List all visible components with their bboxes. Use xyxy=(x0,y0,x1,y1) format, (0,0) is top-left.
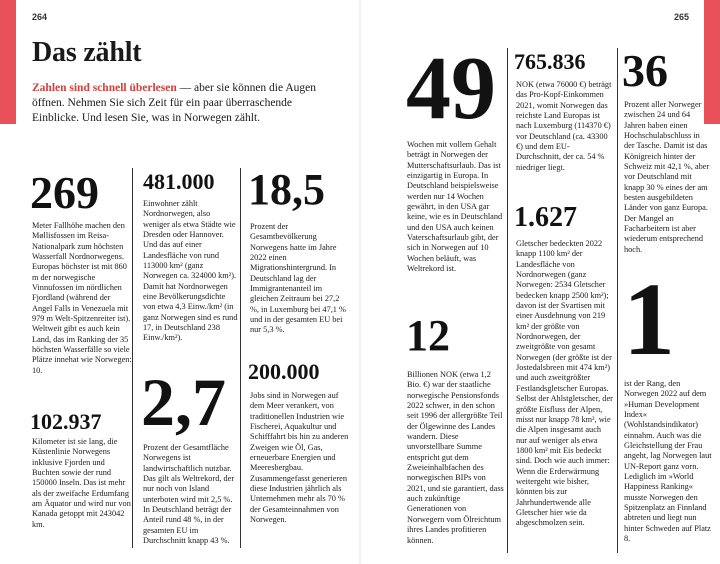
fact-number: 269 xyxy=(30,167,99,218)
fact-number: 481.000 xyxy=(143,169,215,194)
fact-text: Jobs sind in Norwegen auf dem Meer verankert, von traditionellen Industrien wie Fischerei, Aquakultur und Schifffahrt bis hin zu anderen Zweigen wie Öl, Gas, erneuerbare Energien und Meeresbergbau. Zusammengefasst generieren diese Industrien jährlich als Unternehmen mehr als 70 % der Gesamteinnahmen von Norwegen. xyxy=(250,391,349,525)
fact-number: 765.836 xyxy=(514,49,586,74)
column-divider xyxy=(132,168,133,548)
fact-number: 200.000 xyxy=(248,359,320,384)
fact-number: 1.627 xyxy=(514,202,577,233)
fact-number: 18,5 xyxy=(248,165,325,214)
page-number-right: 265 xyxy=(674,12,690,22)
fact-text: NOK (etwa 76000 €) beträgt das Pro-Kopf-Einkommen 2021, womit Norwegen das reichste Land Europas ist nach Luxemburg (114370 €) vor Deutschland (ca. 43300 €) und dem EU-Durchschnitt, der ca. 54 % niedriger liegt. xyxy=(516,80,612,172)
fact-text: Prozent der Gesamtbevölkerung Norwegens hatte im Jahre 2022 einen Migrationshintergrund. In Deutschland lag der Immigrantenanteil im gleichen Zeitraum bei 27,2 %, in Luxemburg bei 47,1 % und in der gesamten EU bei nur 5,3 %. xyxy=(250,222,346,335)
column-divider xyxy=(617,48,618,553)
intro-highlight: Zahlen sind schnell überlesen xyxy=(32,82,177,94)
page-title: Das zählt xyxy=(32,37,142,68)
fact-text: Gletscher bedeckten 2022 knapp 1100 km² der Landesfläche von Nordnorwegen (ganz Norwegen: 2534 Gletscher bedecken knapp 2500 km²); davon ist der Svartisen mit einer Ausdehnung von 219 km² der größte von Nordnorwegen, der zweitgrößte von gesamt Norwegen (der größte ist der Jostedalsbreen mit 474 km²) und auch zweitgrößter Festlandsgletscher Europas. Selbst der Ahlstgletscher, der größte Eisfluss der Alpen, misst nur knapp 78 km², wie die Alpen insgesamt auch nur auf weniger als etwa 1800 km² mit Eis bedeckt sind. Doch wie auch immer: Wenn die Erderwärmung weitergeht wie bisher, könnten bis zur Jahrhundertwende alle Gletscher hier wie da abgeschmolzen sein. xyxy=(516,239,613,528)
fact-number: 36 xyxy=(622,45,668,96)
fact-text: Billionen NOK (etwa 1,2 Bio. €) war der staatliche norwegische Pensionsfonds 2022 schwer, in den schon seit 1996 der allergrößte Teil der Ölgewinne des Landes wandern. Diese unvorstellbare Summe entspricht gut dem Zweieinhalbfachen des norwegischen BIPs von 2021, und sie garantiert, dass auch zukünftige Generationen von Norwegern vom Ölreichtum ihres Landes profitieren können. xyxy=(407,370,504,545)
fact-text: Prozent aller Norweger zwischen 24 und 64 Jahren haben einen Hochschulabschluss in der Tasche. Damit ist das Königreich hinter der Schweiz mit 42,1 %, aber vor Deutschland mit knapp 30 % eines der am besten ausgebildeten Länder von ganz Europa. Der Mangel an Facharbeitern ist aber wiederum entsprechend hoch. xyxy=(624,100,710,254)
intro-paragraph xyxy=(32,81,322,126)
column-divider xyxy=(507,48,508,553)
fact-number: 2,7 xyxy=(141,364,226,440)
fact-text: Wochen mit vollem Gehalt beträgt in Norwegen der Mutterschaftsurlaub. Das ist einzigartig in Europa. In Deutschland beispielsweise werden nur 14 Wochen gewährt, in den USA gar keine, wie es in Deutschland und den USA auch keinen Vaterschaftsurlaub gibt, der sich in Norwegen auf 10 Wochen beläuft, was Weltrekord ist. xyxy=(407,140,503,274)
fact-number: 1 xyxy=(623,262,675,377)
fact-number: 12 xyxy=(406,311,450,360)
intro-text: — aber sie können die Augen öffnen. Nehmen Sie sich Zeit für ein paar überraschende Einblicke. Und lesen Sie, was in Norwegen zählt. xyxy=(32,82,316,124)
chapter-tab-marker xyxy=(0,0,16,124)
fact-text: Einwohner zählt Nordnorwegen, also weniger als etwa Städte wie Dresden oder Hannover. Und das auf einer Landesfläche von rund 113000 km² (ganz Norwegen ca. 324000 km²). Damit hat Nordnorwegen eine Bevölkerungsdichte von etwa 4,3 Einw./km² (in ganz Norwegen sind es rund 17, in Deutschland 238 Einw./km²). xyxy=(143,199,238,343)
fact-text: ist der Rang, den Norwegen 2022 auf dem »Human Development Index« (Wohlstandsindikator) einnahm. Auch was die Gleichstellung der Frau angeht, lag Norwegen laut UN-Report ganz vorn. Lediglich im »World Happiness Ranking« musste Norwegen den Spitzenplatz an Finnland abtreten und liegt nun hinter Schweden auf Platz 8. xyxy=(624,379,712,544)
page-number-left: 264 xyxy=(32,12,48,22)
fact-number: 49 xyxy=(406,39,496,138)
fact-text: Meter Fallhöhe machen den Møllisfossen im Reisa-Nationalpark zum höchsten Wasserfall Nordnorwegens. Europas höchster ist mit 860 m der norwegische Vinnufossen im nördlichen Fjordland (während der Angel Falls in Venezuela mit 979 m Welt-Spitzenreiter ist). Weltweit gibt es auch kein Land, das im Ranking der 35 höchsten Wasserfälle so viele Plätze innehat wie Norwegen: 10. xyxy=(32,221,132,375)
fact-text: Kilometer ist sie lang, die Küstenlinie Norwegens inklusive Fjorden und Buchten sowie der rund 150000 Inseln. Das ist mehr als der zweifache Erdumfang am Äquator und wird nur von Kanada getoppt mit 243042 km. xyxy=(32,437,131,529)
fact-text: Prozent der Gesamtfläche Norwegens ist landwirtschaftlich nutzbar. Das gilt als Weltrekord, der nur noch von Island unterboten wird mit 2,5 %. In Deutschland beträgt der Anteil rund 48 %, in der gesamten EU im Durchschnitt knapp 43 %. xyxy=(143,443,235,546)
fact-number: 102.937 xyxy=(30,409,102,434)
column-divider xyxy=(240,168,241,548)
right-page xyxy=(360,0,720,564)
